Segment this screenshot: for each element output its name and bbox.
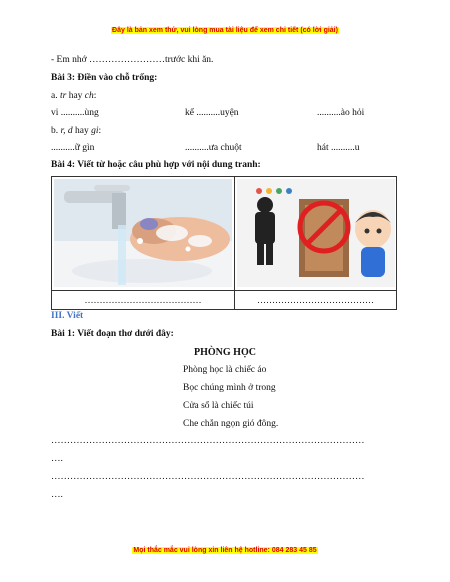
handwash-picture-cell [52,177,235,291]
bai3-part-b-label: b. r, d hay gi: [51,126,102,136]
poem-line-4: Che chắn ngọn gió đông. [183,419,279,429]
remember-line: - Em nhớ ……………………trước khi ăn. [51,55,214,65]
bai3-b-item-1: ..........ữ gìn [51,143,95,153]
bai3-a-item-1: vi ..........ùng [51,108,99,118]
bai3-b-item-3: hát ..........u [317,143,360,153]
writing-line-1: ……………………………………………………………………………………… [51,436,365,446]
bai4-title: Bài 4: Viết từ hoặc câu phù hợp với nội dung tranh: [51,160,261,170]
writing-line-2-end: …. [51,490,63,500]
hotline-banner: Mọi thắc mắc vui lòng xin liên hệ hotline: 084 283 45 85 [133,547,317,554]
poem-line-2: Bọc chúng mình ở trong [183,383,276,393]
no-entry-illustration [237,179,395,287]
bai3-a-item-3: ..........ào hỏi [317,108,365,118]
writing-line-2: ……………………………………………………………………………………… [51,472,365,482]
answer-line-2[interactable]: ………………………………… [235,291,397,310]
bai1-title: Bài 1: Viết đoạn thơ dưới đây: [51,329,174,339]
bai3-title: Bài 3: Điền vào chỗ trống: [51,73,158,83]
writing-line-1-end: …. [51,454,63,464]
section-3-title: III. Viết [51,311,84,321]
picture-table [51,176,397,310]
answer-line-1[interactable]: ………………………………… [52,291,235,310]
handwashing-illustration [54,179,232,287]
poem-title: PHÒNG HỌC [194,347,256,358]
poem-line-3: Cửa sổ là chiếc túi [183,401,254,411]
no-entry-picture-cell [235,177,397,291]
preview-banner: Đây là bản xem thử, vui lòng mua tài liệu để xem chi tiết (có lời giải) [112,27,338,34]
bai3-b-item-2: ..........ưa chuột [185,143,242,153]
bai3-a-item-2: kể ..........uyện [185,108,239,118]
bai3-part-a-label: a. tr hay ch: [51,91,97,101]
poem-line-1: Phòng học là chiếc áo [183,365,267,375]
